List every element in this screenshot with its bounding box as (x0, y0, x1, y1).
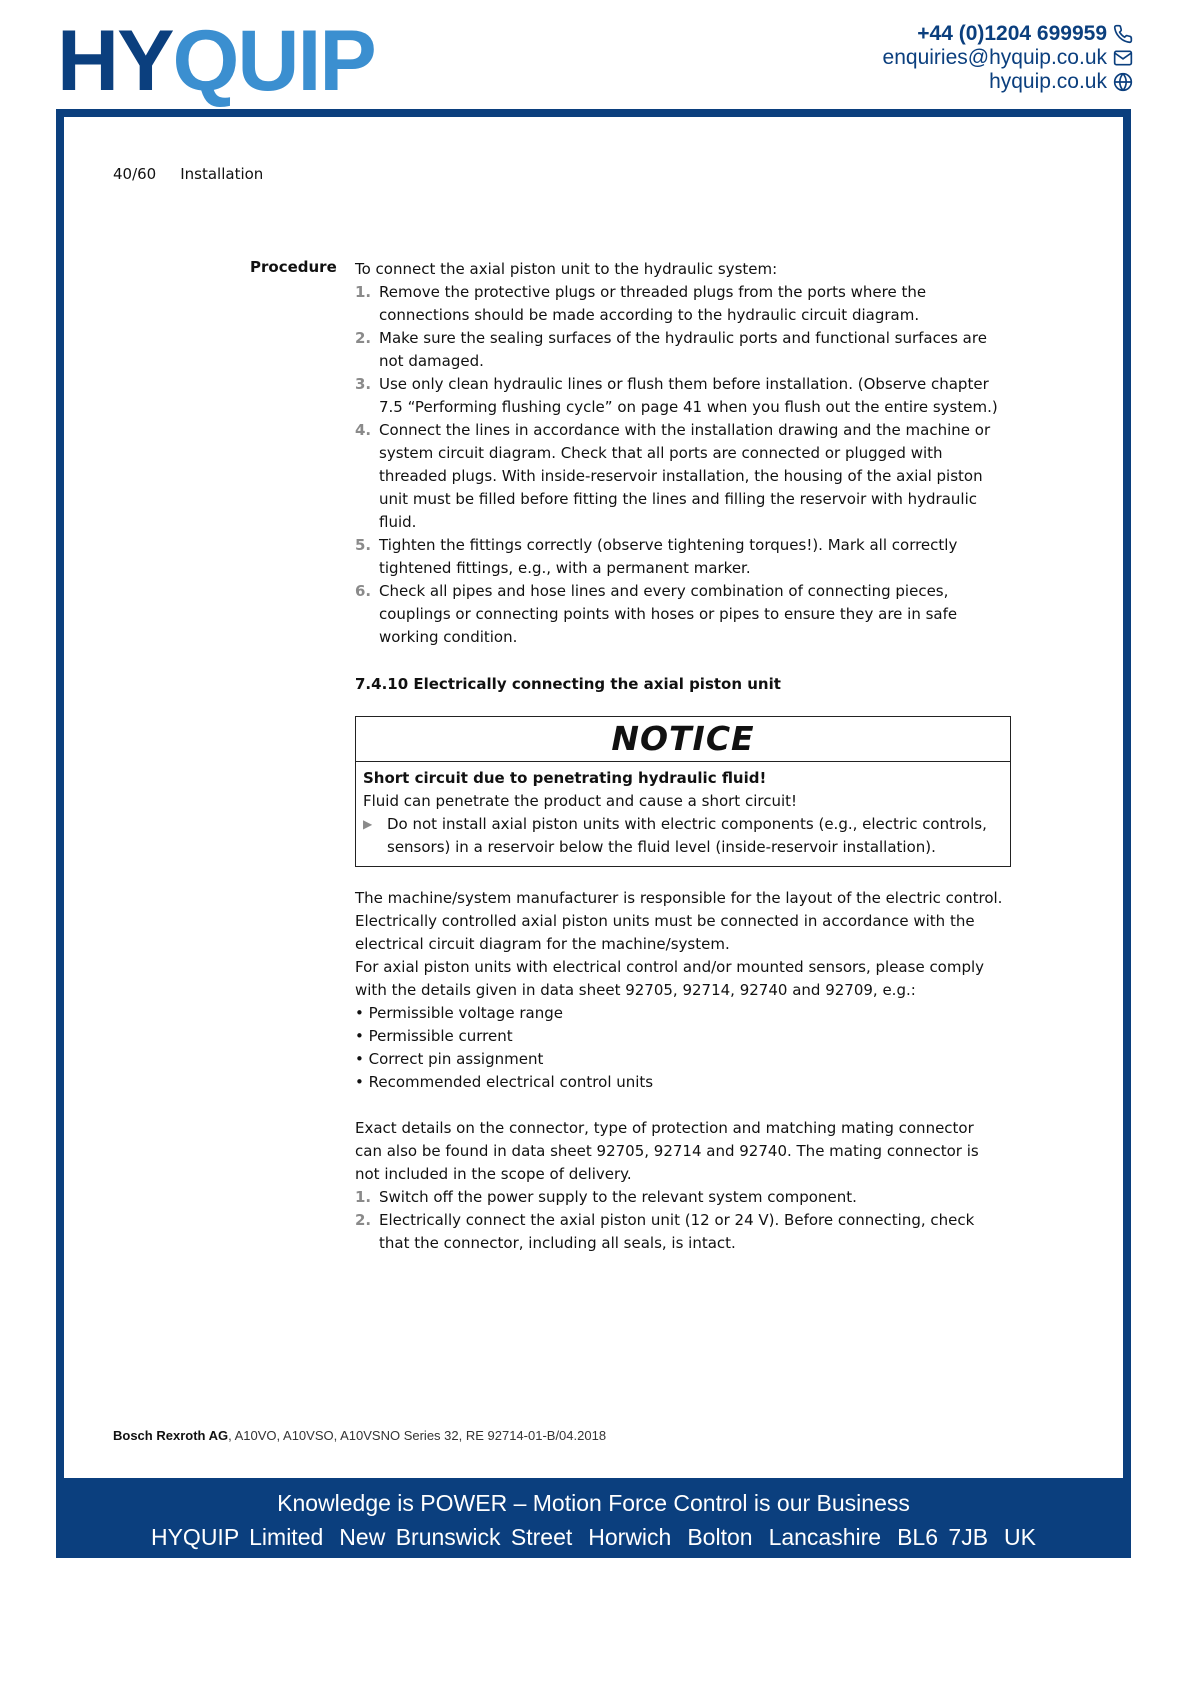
procedure-intro: To connect the axial piston unit to the hydraulic system: (355, 260, 778, 278)
email-link[interactable]: enquiries@hyquip.co.uk (882, 46, 1107, 69)
step-number: 3. (355, 375, 372, 393)
email-row (883, 46, 1133, 70)
procedure-label: Procedure (250, 258, 337, 276)
step-text: Check all pipes and hose lines and every combination of connecting pieces, couplings or connecting points with hoses or pipes to ensure they are in safe working condition. (379, 582, 958, 646)
list-item: • Recommended electrical control units (355, 1071, 1005, 1094)
electrical-step (355, 1186, 1005, 1209)
website-link[interactable]: hyquip.co.uk (989, 70, 1107, 93)
phone-row (883, 22, 1133, 46)
footer-company: Bosch Rexroth AG (113, 1428, 229, 1443)
phone-icon (1113, 24, 1133, 44)
address-part: UK (1004, 1524, 1036, 1550)
step-number: 5. (355, 536, 372, 554)
step-number: 2. (355, 1211, 372, 1229)
list-item: • Permissible current (355, 1025, 1005, 1048)
banner-address (56, 1524, 1131, 1551)
notice-text: Fluid can penetrate the product and cause a short circuit! (363, 792, 798, 810)
page-header (113, 165, 263, 183)
document-footer (113, 1428, 606, 1443)
logo-text-hy: HY (57, 13, 173, 109)
procedure-step (355, 281, 1005, 327)
banner-slogan: Knowledge is POWER – Motion Force Control is our Business (277, 1490, 910, 1516)
envelope-icon (1113, 49, 1133, 67)
address-part: HYQUIP Limited (150, 1524, 324, 1550)
notice-box (355, 716, 1011, 867)
list-item: • Correct pin assignment (355, 1048, 1005, 1071)
notice-headline: Short circuit due to penetrating hydraulic fluid! (363, 769, 767, 787)
electrical-paragraph: For axial piston units with electrical control and/or mounted sensors, please comply with the details given in data sheet 92705, 92714, 92740 and 92709, e.g.: (355, 958, 985, 999)
section-name: Installation (180, 165, 264, 183)
list-item: • Permissible voltage range (355, 1002, 1005, 1025)
electrical-paragraph: Exact details on the connector, type of protection and matching mating connector can also be found in data sheet 92705, 92714 and 92740. The mating connector is not included in the scope of delivery. (355, 1119, 979, 1183)
requirements-list (355, 1002, 1005, 1094)
procedure-step (355, 419, 1005, 534)
procedure-step (355, 534, 1005, 580)
notice-action-text: Do not install axial piston units with electric components (e.g., electric controls, sensors) in a reservoir below the fluid level (inside-reservoir installation). (387, 815, 987, 856)
step-text: Tighten the fittings correctly (observe tightening torques!). Mark all correctly tightened fittings, e.g., with a permanent marker. (379, 536, 958, 577)
website-row (883, 70, 1133, 94)
address-part: BL6 7JB (897, 1524, 989, 1550)
step-text: Electrically connect the axial piston unit (12 or 24 V). Before connecting, check that the connector, including all seals, is intact. (379, 1211, 975, 1252)
step-number: 1. (355, 283, 372, 301)
procedure-step (355, 580, 1005, 649)
footer-doc: , A10VO, A10VSO, A10VSNO Series 32, RE 92714-01-B/04.2018 (228, 1428, 607, 1443)
procedure-step (355, 373, 1005, 419)
electrical-section (355, 887, 1005, 1255)
notice-title: NOTICE (356, 717, 1010, 762)
step-text: Use only clean hydraulic lines or flush them before installation. (Observe chapter 7.5 “Performing flushing cycle” on page 41 when you flush out the entire system.) (379, 375, 998, 416)
procedure-steps (355, 281, 1005, 649)
step-text: Switch off the power supply to the relevant system component. (379, 1188, 857, 1206)
address-part: Lancashire (768, 1524, 882, 1550)
step-text: Remove the protective plugs or threaded plugs from the ports where the connections should be made according to the hydraulic circuit diagram. (379, 283, 927, 324)
electrical-paragraph: Electrically controlled axial piston units must be connected in accordance with the electrical circuit diagram for the machine/system. (355, 912, 975, 953)
address-part: Horwich (588, 1524, 672, 1550)
electrical-step (355, 1209, 1005, 1255)
footer-banner (56, 1478, 1131, 1558)
electrical-paragraph: The machine/system manufacturer is responsible for the layout of the electric control. (355, 889, 1003, 907)
main-content (355, 258, 1005, 1255)
globe-icon (1113, 72, 1133, 92)
step-text: Make sure the sealing surfaces of the hydraulic ports and functional surfaces are not damaged. (379, 329, 987, 370)
step-number: 2. (355, 329, 372, 347)
step-number: 6. (355, 582, 372, 600)
notice-action (363, 813, 1003, 859)
triangle-right-icon: ▶ (363, 817, 373, 831)
contact-block (883, 22, 1133, 94)
company-logo (57, 13, 375, 109)
step-number: 4. (355, 421, 372, 439)
procedure-step (355, 327, 1005, 373)
section-heading: 7.4.10 Electrically connecting the axial piston unit (355, 675, 781, 693)
step-text: Connect the lines in accordance with the installation drawing and the machine or system circuit diagram. Check that all ports are connected or plugged with threaded plugs. With inside-reservoir installation, the housing of the axial piston unit must be filled before fitting the lines and filling the reservoir with hydraulic fluid. (379, 421, 991, 531)
page-number: 40/60 (113, 165, 157, 183)
logo-text-quip: QUIP (172, 13, 375, 109)
phone-number[interactable]: +44 (0)1204 699959 (917, 22, 1107, 45)
electrical-steps (355, 1186, 1005, 1255)
notice-content (356, 762, 1010, 866)
address-part: New Brunswick Street (339, 1524, 573, 1550)
address-part: Bolton (687, 1524, 753, 1550)
step-number: 1. (355, 1188, 372, 1206)
